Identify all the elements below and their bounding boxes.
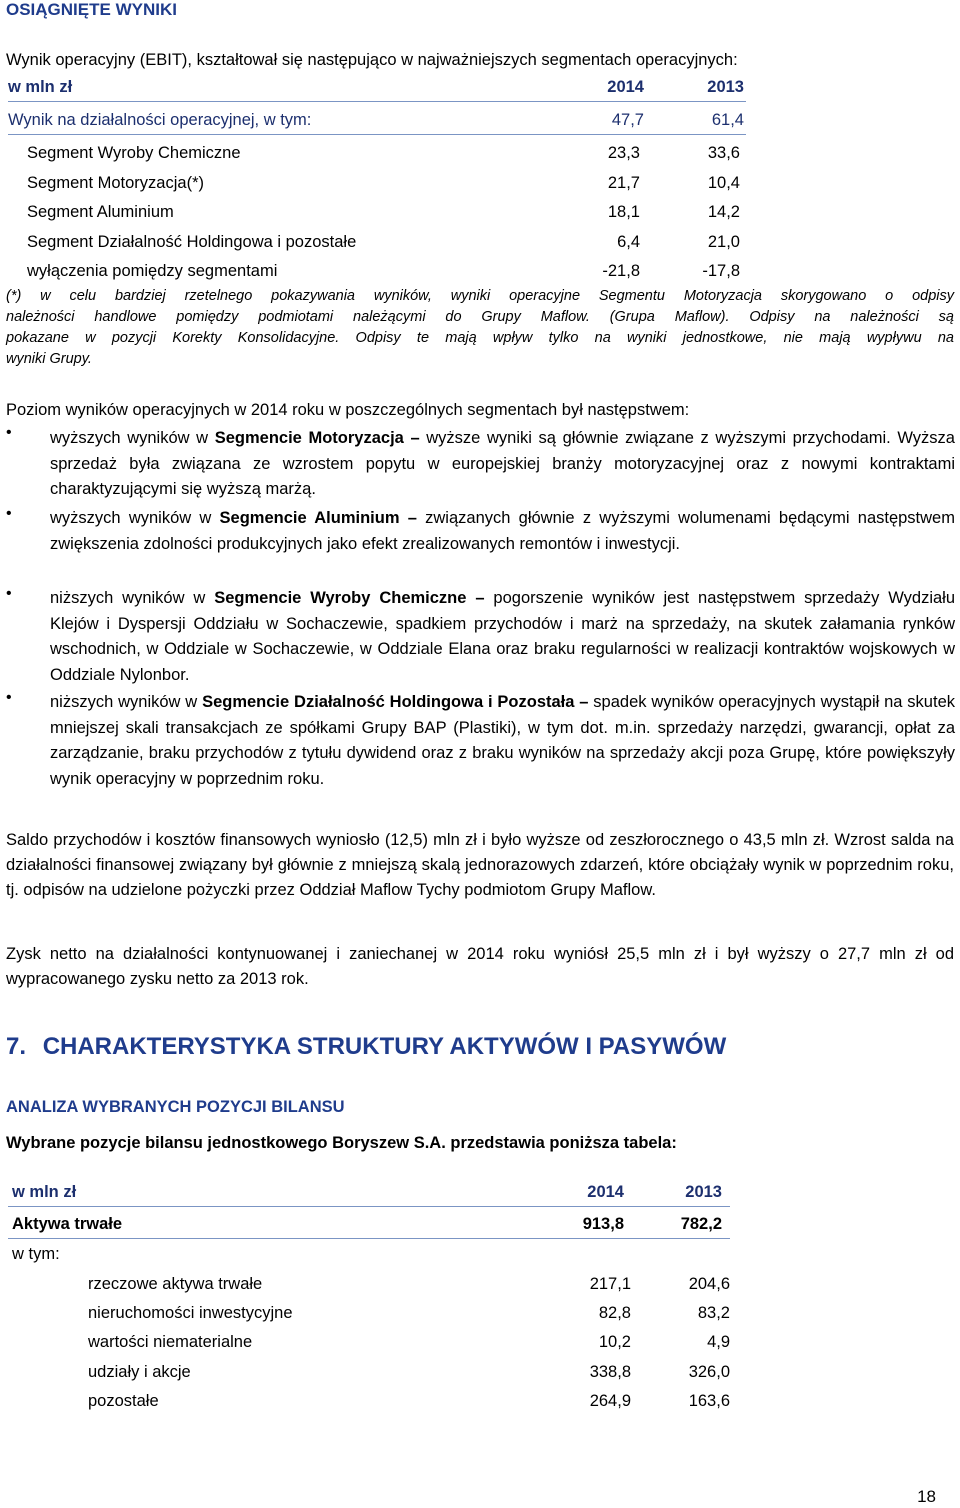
table-header-row: [8, 74, 744, 100]
footnote-line: (*) w celu bardziej rzetelnego pokazywania wyników, wyniki operacyjne Segmentu Motoryzacja skorygowano o odpisy: [6, 288, 954, 304]
row-label: Segment Motoryzacja(*): [27, 174, 204, 192]
value-2014: 18,1: [607, 203, 640, 221]
segment-name: Segmencie Wyroby Chemiczne: [214, 589, 467, 607]
bullet-dash: –: [403, 429, 427, 447]
value-2013: 163,6: [688, 1392, 730, 1410]
value-2013: 61,4: [711, 111, 744, 129]
value-2013: 326,0: [688, 1363, 730, 1381]
chapter-number: 7.: [6, 1033, 27, 1060]
value-2013: 782,2: [680, 1215, 722, 1233]
year-2014-header: 2014: [607, 78, 644, 96]
value-2013: 204,6: [688, 1275, 730, 1293]
row-label: Segment Wyroby Chemiczne: [27, 144, 241, 162]
bullet-dash: –: [399, 509, 426, 527]
of-which-label: w tym:: [12, 1245, 60, 1263]
value-2014: 913,8: [582, 1215, 624, 1233]
table-row: [27, 170, 740, 196]
value-2014: 217,1: [589, 1275, 631, 1293]
table2-title: Wybrane pozycje bilansu jednostkowego Boryszew S.A. przedstawia poniższa tabela:: [6, 1134, 677, 1152]
value-2014: 6,4: [617, 233, 640, 251]
bullet-body: wyższe wyniki są głównie związane z wyższymi przychodami. Wyższa sprzedaż była związana ze wzrostem popytu w europejskiej branży motoryzacyjnej oraz z nowymi kontraktami charaktyzującymi się wyższą marżą.: [50, 429, 955, 498]
value-2014: 21,7: [607, 174, 640, 192]
footnote-line: należności handlowe pomiędzy podmiotami należącymi do Grupy Maflow. (Grupa Maflow). Odpisy na należności są: [6, 309, 954, 325]
page-number: 18: [917, 1487, 936, 1506]
segment-name: Segmencie Motoryzacja: [214, 429, 404, 447]
total-label: Aktywa trwałe: [12, 1215, 123, 1233]
header-rule: [8, 1206, 730, 1207]
value-2013: 83,2: [697, 1304, 730, 1322]
year-2013-header: 2013: [685, 1183, 722, 1201]
unit-label: w mln zł: [8, 78, 73, 96]
row-label: pozostałe: [88, 1392, 159, 1410]
year-2014-header: 2014: [587, 1183, 624, 1201]
row-label: wartości niematerialne: [88, 1333, 253, 1351]
finance-paragraph: Saldo przychodów i kosztów finansowych wyniosło (12,5) mln zł i było wyższe od zeszłorocznego o 43,5 mln zł. Wzrost salda na działalności finansowej związany był głównie z mniejszą skalą jednorazowych zdarzeń, które obciążały wynik w poprzednim roku, tj. odpisów na udzielone pożyczki przez Oddział Maflow Tychy podmiotom Grupy Maflow.: [6, 831, 954, 899]
subheading: ANALIZA WYBRANYCH POZYCJI BILANSU: [6, 1098, 345, 1116]
total-rule: [8, 134, 746, 135]
section-title: OSIĄGNIĘTE WYNIKI: [6, 0, 177, 19]
bullet-lead: wyższych wyników w: [50, 429, 215, 447]
value-2014: -21,8: [602, 262, 640, 280]
value-2013: 4,9: [707, 1333, 730, 1351]
bullet-icon: •: [6, 585, 12, 602]
bullet-dash: –: [466, 589, 494, 607]
value-2014: 338,8: [589, 1363, 631, 1381]
total-row: [8, 107, 744, 133]
value-2014: 264,9: [589, 1392, 631, 1410]
value-2014: 23,3: [607, 144, 640, 162]
table-row: [27, 140, 740, 166]
table-row: [27, 229, 740, 255]
bullet-item: [50, 690, 955, 792]
unit-label: w mln zł: [12, 1183, 77, 1201]
table-row: [27, 199, 740, 225]
chapter-heading: [6, 1033, 726, 1061]
footnote-line: wyniki Grupy.: [6, 351, 92, 367]
intro-text: Wynik operacyjny (EBIT), kształtował się następująco w najważniejszych segmentach operacyjnych:: [6, 51, 738, 69]
footnote-line: pokazane w pozycji Korekty Konsolidacyjne. Odpisy te mają wpływ tylko na wyniki jednostkowe, nie mają wypływu na: [6, 330, 954, 346]
year-2013-header: 2013: [707, 78, 744, 96]
bullet-icon: •: [6, 424, 12, 441]
row-label: Segment Aluminium: [27, 203, 174, 221]
levels-paragraph: Poziom wyników operacyjnych w 2014 roku w poszczególnych segmentach był następstwem:: [6, 401, 690, 419]
bullet-body: związanych głównie z wyższymi wolumenami będącymi następstwem zwiększenia zdolności produkcyjnych jako efekt zrealizowanych remontów i inwestycji.: [50, 509, 955, 553]
bullet-icon: •: [6, 689, 12, 706]
segment-name: Segmencie Aluminium: [219, 509, 400, 527]
bullet-lead: wyższych wyników w: [50, 509, 220, 527]
net-profit-paragraph: Zysk netto na działalności kontynuowanej i zaniechanej w 2014 roku wyniósł 25,5 mln zł i był wyższy o 27,7 mln zł od wypracowanego zysku netto za 2013 rok.: [6, 945, 954, 988]
segment-name: Segmencie Działalność Holdingowa i Pozostała: [202, 693, 575, 711]
row-label: nieruchomości inwestycyjne: [88, 1304, 293, 1322]
table-row: [27, 258, 740, 284]
total-rule: [8, 1238, 730, 1239]
value-2013: 14,2: [707, 203, 740, 221]
row-label: rzeczowe aktywa trwałe: [88, 1275, 263, 1293]
footnote: [6, 286, 954, 370]
bullet-icon: •: [6, 505, 12, 522]
bullet-lead: niższych wyników w: [50, 589, 215, 607]
bullet-lead: niższych wyników w: [50, 693, 203, 711]
row-label: wyłączenia pomiędzy segmentami: [27, 262, 278, 280]
value-2014: 82,8: [598, 1304, 631, 1322]
row-label: udziały i akcje: [88, 1363, 191, 1381]
chapter-title: CHARAKTERYSTYKA STRUKTURY AKTYWÓW I PASYWÓW: [42, 1033, 727, 1060]
bullet-item: [50, 506, 955, 557]
bullet-body: pogorszenie wyników jest następstwem sprzedaży Wydziału Klejów i Dyspersji Oddziału w Sochaczewie, spadkiem przychodów i marż na sprzedaży, na skutek załamania rynków wschodnich, w Oddziale w Sochaczewie, w Oddziale Elana oraz braku regularności w realizacji kontraktów wojskowych w Oddziale Nylonbor.: [50, 589, 956, 684]
value-2013: 21,0: [707, 233, 740, 251]
header-rule: [8, 101, 746, 102]
row-label: Segment Działalność Holdingowa i pozostałe: [27, 233, 357, 251]
value-2013: 10,4: [707, 174, 740, 192]
row-label: Wynik na działalności operacyjnej, w tym:: [8, 111, 312, 129]
bullet-body: spadek wyników operacyjnych wystąpił na skutek mniejszej skali transakcjach ze spółkami Grupy BAP (Plastiki), w tym dot. m.in. sprzedaży narzędzi, gwarancji, opłat za zarządzanie, braku przychodów z tytułu dywidend oraz z braku wyników na sprzedaży akcji poza Grupę, które powiększyły wynik operacyjny w poprzednim roku.: [50, 693, 955, 788]
bullet-item: [50, 426, 955, 503]
bullet-item: [50, 586, 955, 688]
value-2013: 33,6: [707, 144, 740, 162]
value-2014: 47,7: [611, 111, 644, 129]
value-2014: 10,2: [598, 1333, 631, 1351]
bullet-dash: –: [574, 693, 594, 711]
value-2013: -17,8: [702, 262, 740, 280]
